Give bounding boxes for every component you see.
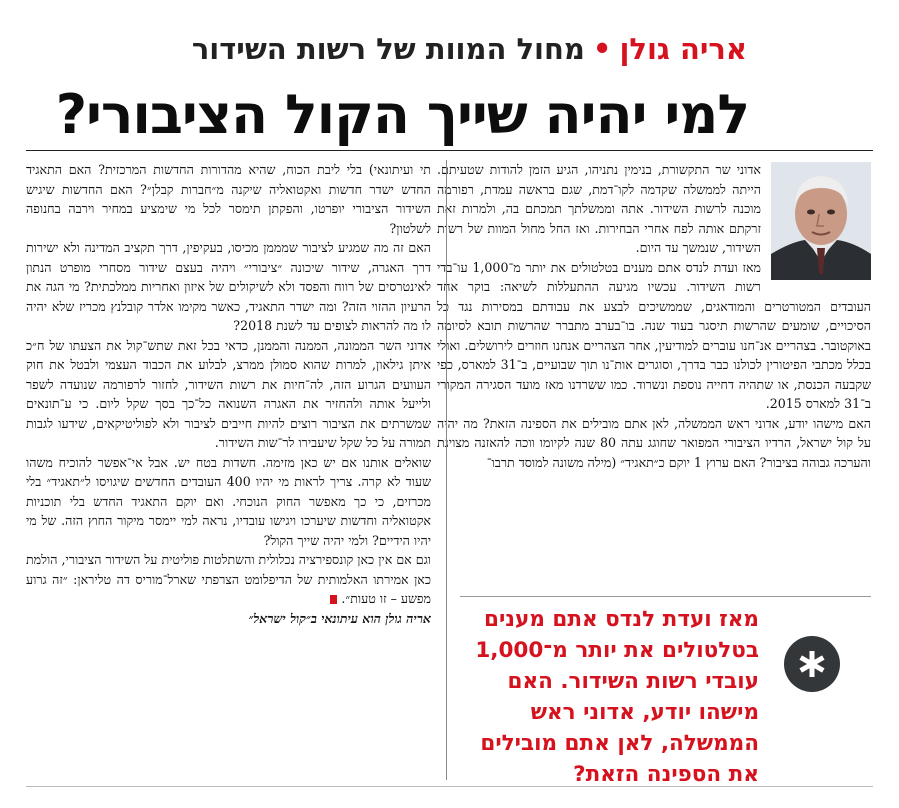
article-column-right	[437, 160, 871, 535]
pull-quote-badge	[784, 636, 840, 692]
column-divider	[446, 160, 447, 780]
column-title: מחול המוות של רשות השידור	[191, 32, 585, 66]
paragraph: שואלים אותנו אם יש כאן מזימה. חשדות בטח יש. אבל אי־אפשר להוכיח משהו שעוד לא קרה. צריך לראות מי יהיו 400 העובדים החדשים שיגויסו ל״תאגיד״ בלי מכרזים, כי כך מאפשר החוק הנוכחי. ואם יוקם התאגיד החדש בלי תוכניות אקטואליה וחדשות שיערכו ויגישו עובדיו, נראה למי יימסר מיקור החוץ הזה. של מי יהיו הידיים? ולמי יהיה שייך הקול?	[26, 454, 431, 548]
article-column-left	[26, 160, 431, 780]
bottom-rule	[26, 786, 873, 787]
paragraph: מאז ועדת לנדס אתם מענים בטלטולים את יותר מ־1,000 עו־בדי רשות השידור. עכשיו מגיעה ההתעללות לשיאה: בוקר אחד העובדים המטורטרים והמודאגים, שממשיכים לבצע את עבודתם במסירות נגד כל הסיכויים, שומעים שהרשות תיסגר בעוד שנה. בו־בערב מתברר שהרשות תובא לסיומה באוקטובר. בצהריים אנ־חנו עוברים למודיעין, אחר הצהריים אנחנו חוזרים לירושלים. ואולי בכלל מכתבי הפיטורין לכולנו כבר בדרך, וסוגרים אות־נו תוך שבועיים, ב־31 למארס, כפי שקבעה הכנסת, או שתהיה דחייה נוספת ונשרוד. כמו ששרדנו מאז מועד הסגירה המקורי ב־31 למארס 2015.	[437, 259, 871, 411]
top-rule	[26, 150, 873, 151]
paragraph: האם זה מה שמגיע לציבור שמממן מכיסו, בעקיפין, דרך תקציב המדינה ולא ישירות דרך האגרה, שידור שיכונה ״ציבורי״ ויהיה בעצם שידור מסחרי מופרט הנתון לאינטרסים של רווח והפסד ולא לשיקולים של איזון ואחריות ממלכתית? מי הגה את הרעיון ההזוי הזה? ומה ישדר התאגיד, כאשר מקימו אלדר קובלנץ מכריז שלא יהיה לו מה להראות לצופים עד לשנת 2018?	[26, 240, 431, 333]
pull-quote-rule	[460, 596, 871, 597]
pull-quote: מאז ועדת לנדס אתם מענים בטלטולים את יותר מ־1,000 עובדי רשות השידור. האם מישהו יודע, אדוני ראש הממשלה, לאן אתם מובילים את הספינה הזאת?	[475, 607, 759, 787]
paragraph-final	[26, 550, 431, 609]
paragraph: אדוני שר התקשורת, בנימין נתניהו, הגיע הזמן להודות שטעיתם. הייתה לממשלה שקדמה לקו־דמת, שגם בראשה עמדת, רפורמה מוכנה לרשות השידור. אתה וממשלתך תמכתם בה, ולמרות זאת זרקתם אותה לפח אחרי הבחירות. ואז החל מחול המוות של רשות השידור, שנמשך עד היום.	[437, 162, 761, 255]
kicker	[40, 28, 747, 70]
paragraph: האם מישהו יודע, אדוני ראש הממשלה, לאן אתם מובילים את הספינה הזאת? מה יהיה על קול ישראל, הרדיו הציבורי המפואר שחוגג עתה 80 שנה לקיומו ווכה להאזנה מצוינת והערכה גבוהה בציבור? האם ערוץ 1 יוקם כ״תאגיד״ (מילה משונה למוסד תרבו־	[437, 415, 871, 470]
portrait-photo-icon	[771, 162, 871, 280]
asterisk-icon	[795, 647, 829, 681]
author-signature: אריה גולן הוא עיתונאי ב״קול ישראל״	[248, 610, 431, 626]
headline: למי יהיה שייך הקול הציבורי?	[55, 83, 749, 146]
kicker-bullet: •	[592, 32, 612, 66]
paragraph-final-text: וגם אם אין כאן קונספירציה נכלולית והשתלטות פוליטית על השידור הציבורי, הולמת כאן אמירתו האלמותית של הדיפלומט הצרפתי שארל־מוריס דה טליראן: ״זה גרוע מפשע – זו טעות״.	[26, 552, 431, 606]
author-name: אריה גולן	[619, 32, 747, 66]
paragraph: תי ועיתונאי) בלי ליבת הכוח, שהיא מהדורות החדשות המרכזית? האם התאגיד החדש ישדר חדשות ואקטואליה שיקנה מ״חברות קבלן״? האם החדשות שיגיש השידור הציבורי יופרטו, והפקתן תימסר לכל מי שימציע במחיר וירבה בחנופה לשלטון?	[26, 162, 431, 236]
paragraph: אדוני השר הממונה, הממנה והממנן, כדאי בכל זאת שתש־קול את הצעתו של ח״כ איתן גילאון, למרות שהוא סמולן ממרצ, לבלוע את הכבוד העצמי ולבטל את חוק העוועים הגרוע הזה, לה־חיות את רשות השידור, לחזור לרפורמה שנועדה לשפר ולייעל אותה ולהחזיר את האגרה השנואה כל־כך בסך שקל ליום. כי ע־תונאים שמשרתים את הציבור רוצים להיות חייבים לציבור ולא לפוליטיקאים, שידעו לגבות תמורה על כל שקל שיעבירו לר־שות השידור.	[26, 337, 431, 450]
author-photo	[771, 162, 871, 280]
end-mark-icon	[330, 595, 337, 604]
